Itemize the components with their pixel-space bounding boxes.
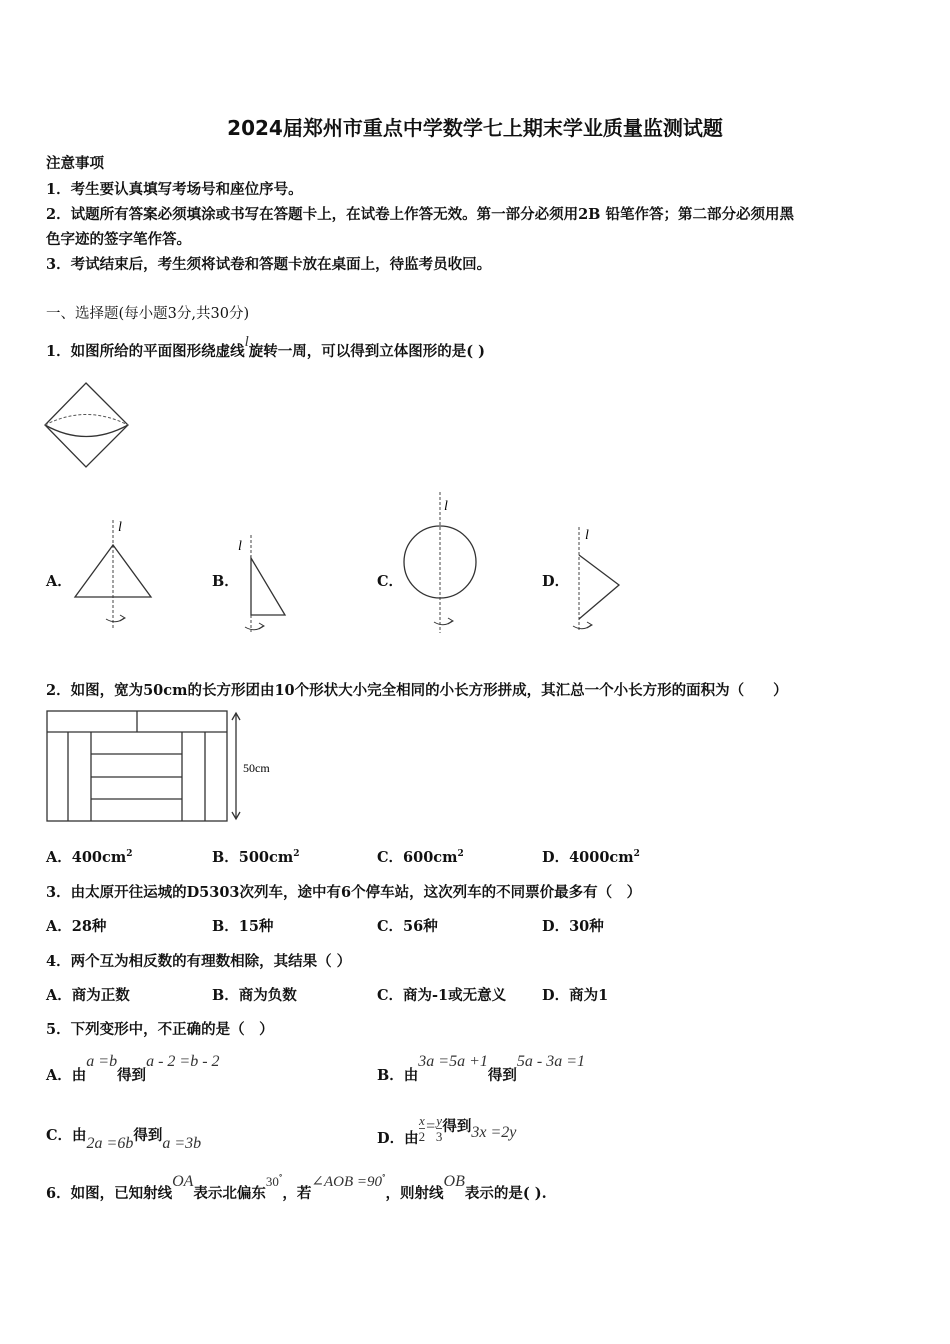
q1-option-b[interactable]: B． [212,573,239,590]
q1-axis-label-c: l [444,499,448,514]
notice-item: 色字迹的签字笔作答。 [46,231,191,248]
notice-item: 2．试题所有答案必须填涂或书写在答题卡上，在试卷上作答无效。第一部分必须用2B 铅笔作答；第二部分必须用黑 [46,206,794,223]
q2-figure [46,710,286,825]
q1-figure-d [565,522,635,635]
section-heading: 一、选择题(每小题3分,共30分) [46,306,250,322]
notice-item: 3．考试结束后，考生须将试卷和答题卡放在桌面上，待监考员收回。 [46,256,492,273]
q1-var: l [244,334,249,350]
q2-option-c[interactable]: C．$600cm^2$ [377,849,464,866]
q1-figure-a [70,515,160,635]
notice-heading: 注意事项 [46,155,104,172]
q1-axis-label-d: l [585,528,589,543]
notice-item: 1．考生要认真填写考场号和座位序号。 [46,181,303,198]
q1-option-a[interactable]: A． [46,573,72,590]
q1-option-d[interactable]: D． [542,573,570,590]
q1-solid-figure [40,380,135,472]
q4-option-a[interactable]: A．商为正数 [46,987,130,1004]
question-1-stem [46,334,486,361]
q2-option-d[interactable]: D．$4000cm^2$ [542,849,640,866]
q4-option-c[interactable]: C．商为-1或无意义 [377,987,507,1004]
q2-dim-label: 50cm [243,761,270,775]
question-3-stem: 3．由太原开往运城的D5303次列车，途中有6个停车站，这次列车的不同票价最多有（ ） [46,884,642,901]
q1-stem-a: 1．如图所给的平面图形绕虚线 [46,343,245,360]
q4-option-d[interactable]: D．商为1 [542,987,609,1004]
q5-option-b[interactable]: B．由3a =5a +1得到5a - 3a =1 [377,1053,585,1084]
q1-axis-label-a: l [118,520,122,535]
q3-option-b[interactable]: B．15种 [212,918,274,935]
question-5-stem: 5．下列变形中，不正确的是（ ） [46,1021,274,1038]
question-2-stem: 2．如图，宽为50cm的长方形团由10个形状大小完全相同的小长方形拼成，其汇总一个小长方形的面积为（ ） [46,682,788,699]
fraction-y-over-3: $\frac{y}{3}$ [435,1113,443,1144]
q3-option-d[interactable]: D．30种 [542,918,604,935]
q4-option-b[interactable]: B．商为负数 [212,987,297,1004]
q1-figure-c [398,490,488,635]
fraction-x-over-2: $\frac{x}{2}$ [418,1113,426,1144]
q5-option-c[interactable]: C．由2a =6b得到a =3b [46,1127,202,1152]
q1-stem-b: 旋转一周，可以得到立体图形的是( ) [248,343,486,360]
q1-figure-b [235,530,295,635]
q1-axis-label-b: l [238,539,242,554]
page-title: 2024届郑州市重点中学数学七上期末学业质量监测试题 [227,116,723,140]
q3-option-a[interactable]: A．28种 [46,918,107,935]
q1-option-c[interactable]: C． [377,573,404,590]
q5-option-a[interactable]: A．由a =b得到a - 2 =b - 2 [46,1053,220,1084]
q3-option-c[interactable]: C．56种 [377,918,438,935]
question-6-stem: 6．如图，已知射线OA表示北偏东30°，若∠AOB =90°，则射线OB表示的是( ). [46,1173,547,1202]
q2-option-a[interactable]: A．$400cm^2$ [46,849,133,866]
q5-option-d[interactable]: D．由 $\frac{x}{2}$ = $\frac{y}{3}$ 得到3x =2y [377,1113,517,1147]
q2-option-b[interactable]: B．$500cm^2$ [212,849,300,866]
question-4-stem: 4．两个互为相反数的有理数相除，其结果（ ） [46,953,352,970]
